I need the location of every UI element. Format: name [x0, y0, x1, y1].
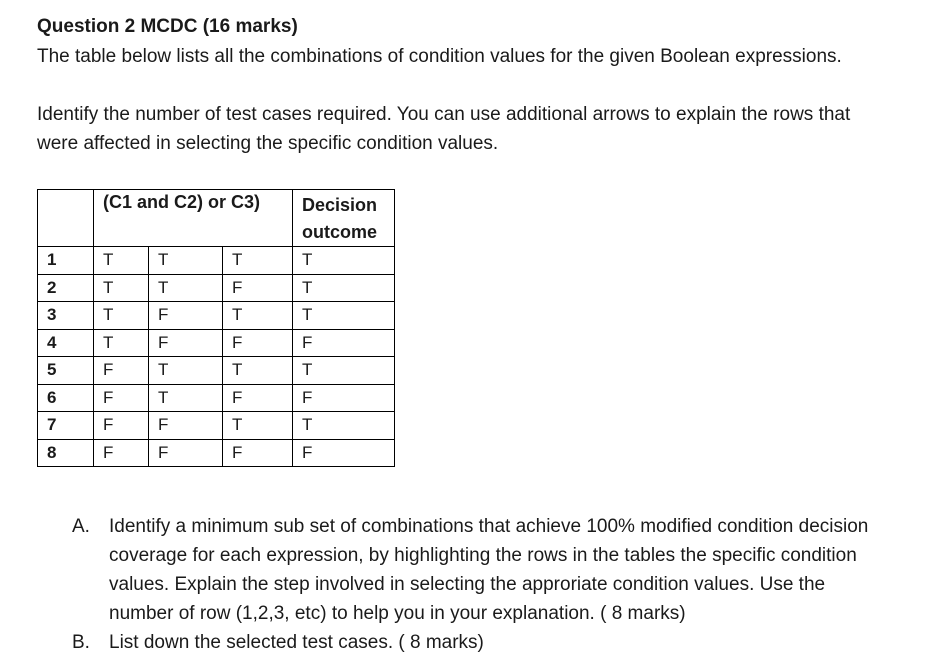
- question-heading: Question 2 MCDC (16 marks): [37, 16, 298, 37]
- row-number-header: [38, 190, 94, 247]
- c3-value: F: [223, 274, 293, 302]
- c3-value: T: [223, 247, 293, 275]
- decision-header-line2: outcome: [302, 222, 378, 242]
- task-text-line: values. Explain the step involved in selecting the approriate condition values. Use the: [109, 574, 826, 595]
- table-row: [38, 412, 395, 440]
- decision-value: T: [293, 274, 395, 302]
- row-number: 8: [38, 439, 94, 467]
- c2-value: T: [149, 247, 223, 275]
- decision-value: T: [293, 357, 395, 385]
- task-item: [72, 628, 932, 657]
- c3-value: F: [223, 439, 293, 467]
- intro-text: The table below lists all the combinations of condition values for the given Boolean expressions.: [37, 46, 842, 67]
- task-marker: A.: [72, 516, 90, 537]
- instruction-line-2: were affected in selecting the specific condition values.: [37, 133, 499, 154]
- table-row: [38, 274, 395, 302]
- table-row: [38, 357, 395, 385]
- table-row: [38, 439, 395, 467]
- row-number: 2: [38, 274, 94, 302]
- task-text-line: coverage for each expression, by highlighting the rows in the tables the specific condition: [109, 545, 857, 566]
- decision-value: F: [293, 439, 395, 467]
- c2-value: T: [149, 357, 223, 385]
- c2-value: T: [149, 274, 223, 302]
- table-header-row: [38, 190, 395, 247]
- c3-value: F: [223, 329, 293, 357]
- decision-value: F: [293, 384, 395, 412]
- decision-header-line1: Decision: [302, 195, 378, 215]
- c1-value: F: [94, 384, 149, 412]
- c2-value: F: [149, 439, 223, 467]
- row-number: 4: [38, 329, 94, 357]
- decision-value: F: [293, 329, 395, 357]
- row-number: 7: [38, 412, 94, 440]
- c2-value: F: [149, 412, 223, 440]
- c3-value: T: [223, 357, 293, 385]
- c3-value: T: [223, 412, 293, 440]
- instruction-line-1: Identify the number of test cases required. You can use additional arrows to explain the rows that: [37, 104, 851, 125]
- table-row: [38, 329, 395, 357]
- table-row: [38, 247, 395, 275]
- task-item: [72, 512, 932, 628]
- c1-value: T: [94, 302, 149, 330]
- decision-value: T: [293, 412, 395, 440]
- row-number: 6: [38, 384, 94, 412]
- row-number: 3: [38, 302, 94, 330]
- c1-value: F: [94, 412, 149, 440]
- c1-value: T: [94, 247, 149, 275]
- task-text-line: Identify a minimum sub set of combinations that achieve 100% modified condition decision: [109, 516, 869, 537]
- c1-value: T: [94, 329, 149, 357]
- row-number: 1: [38, 247, 94, 275]
- row-number: 5: [38, 357, 94, 385]
- task-list: [72, 512, 932, 657]
- expression-header: (C1 and C2) or C3): [94, 190, 293, 247]
- decision-value: T: [293, 302, 395, 330]
- task-marker: B.: [72, 632, 90, 653]
- decision-value: T: [293, 247, 395, 275]
- c3-value: F: [223, 384, 293, 412]
- table-row: [38, 302, 395, 330]
- c1-value: T: [94, 274, 149, 302]
- c1-value: F: [94, 439, 149, 467]
- truth-table: [37, 189, 395, 467]
- table-row: [38, 384, 395, 412]
- task-text-line: List down the selected test cases. ( 8 marks): [109, 632, 484, 653]
- c2-value: T: [149, 384, 223, 412]
- c2-value: F: [149, 329, 223, 357]
- c3-value: T: [223, 302, 293, 330]
- task-text-line: number of row (1,2,3, etc) to help you in your explanation. ( 8 marks): [109, 603, 686, 624]
- decision-outcome-header: [293, 190, 395, 247]
- c2-value: F: [149, 302, 223, 330]
- c1-value: F: [94, 357, 149, 385]
